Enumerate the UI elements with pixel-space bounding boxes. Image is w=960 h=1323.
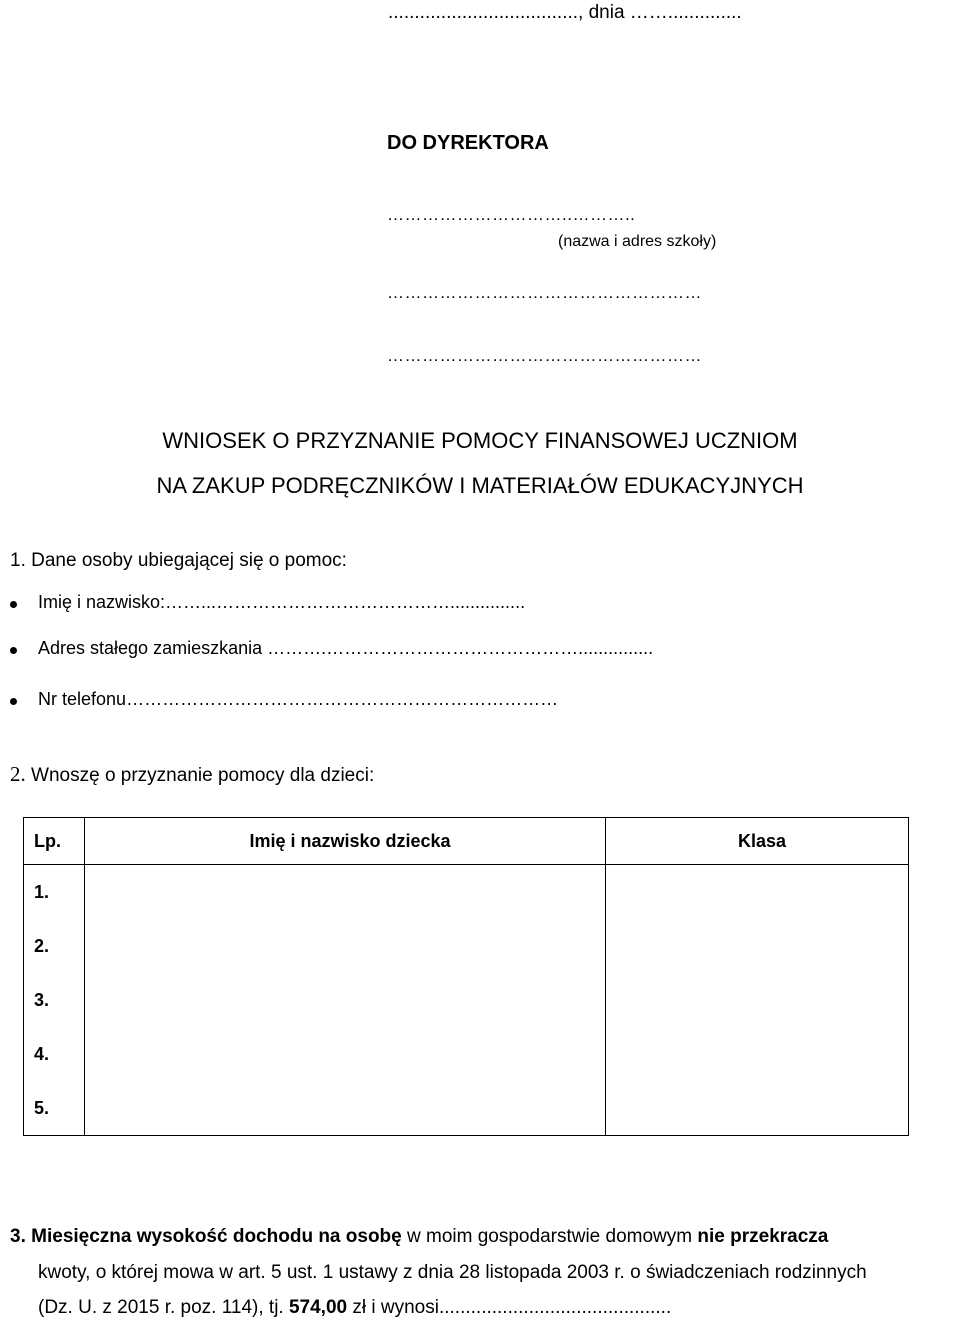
- school-hint: (nazwa i adres szkoły): [558, 233, 717, 250]
- table-row: [24, 973, 909, 1027]
- child-name-cell[interactable]: [85, 865, 606, 920]
- class-cell[interactable]: [606, 919, 909, 973]
- income-statement-line-1: [10, 1226, 828, 1248]
- child-name-cell[interactable]: [85, 919, 606, 973]
- bullet-icon: [10, 601, 17, 608]
- table-row: [24, 1027, 909, 1081]
- income-threshold: 574,00: [288, 1297, 348, 1318]
- section-1-number: 1.: [10, 550, 26, 571]
- class-cell[interactable]: [606, 865, 909, 920]
- field-label: Adres stałego zamieszkania: [38, 638, 263, 658]
- income-limit-text: nie przekracza: [697, 1226, 829, 1247]
- class-cell[interactable]: [606, 1027, 909, 1081]
- income-statement-line-2: kwoty, o której mowa w art. 5 ust. 1 ustawy z dnia 28 listopada 2003 r. o świadczeniach rodzinnych: [38, 1262, 867, 1283]
- school-address-line-1[interactable]: ………………………………………………: [387, 283, 702, 302]
- income-amount-field[interactable]: zł i wynosi............................................: [347, 1297, 672, 1318]
- child-name-cell[interactable]: [85, 973, 606, 1027]
- section-1-title: Dane osoby ubiegającej się o pomoc:: [31, 550, 347, 571]
- legal-reference: (Dz. U. z 2015 r. poz. 114), tj.: [38, 1297, 289, 1318]
- row-number: 5.: [24, 1081, 85, 1136]
- table-row: [24, 865, 909, 920]
- field-label: Imię i nazwisko:: [38, 592, 166, 612]
- field-applicant-name[interactable]: [38, 592, 525, 613]
- field-address[interactable]: [38, 638, 653, 659]
- field-label: Nr telefonu: [38, 689, 127, 709]
- children-table: [23, 817, 909, 1136]
- field-dots[interactable]: ……...…………………………………...............: [165, 592, 526, 612]
- school-address-line-2[interactable]: ………………………………………………: [387, 346, 702, 365]
- table-header-row: [24, 818, 909, 865]
- school-name-line[interactable]: …………………………..………..: [387, 205, 636, 224]
- row-number: 2.: [24, 919, 85, 973]
- income-normal-text: w moim gospodarstwie domowym: [401, 1226, 698, 1247]
- child-name-cell[interactable]: [85, 1081, 606, 1136]
- bullet-icon: [10, 698, 17, 705]
- header-lp: Lp.: [24, 818, 85, 865]
- income-bold-text: Miesięczna wysokość dochodu na osobę: [31, 1226, 402, 1247]
- table-row: [24, 1081, 909, 1136]
- row-number: 1.: [24, 865, 85, 920]
- section-1-heading: [10, 550, 347, 572]
- income-statement-line-3: [38, 1297, 671, 1319]
- section-3-number: 3.: [10, 1226, 26, 1247]
- bullet-icon: [10, 647, 17, 654]
- row-number: 3.: [24, 973, 85, 1027]
- field-dots[interactable]: ………………………………………………………………: [126, 689, 559, 709]
- header-child-name: Imię i nazwisko dziecka: [85, 818, 606, 865]
- field-phone[interactable]: [38, 689, 558, 710]
- form-title-line-1: WNIOSEK O PRZYZNANIE POMOCY FINANSOWEJ UCZNIOM: [162, 428, 798, 453]
- section-2-heading: [10, 762, 374, 787]
- section-2-number: 2.: [10, 762, 26, 786]
- class-cell[interactable]: [606, 973, 909, 1027]
- field-dots[interactable]: ……….……………………………………...............: [267, 638, 654, 658]
- row-number: 4.: [24, 1027, 85, 1081]
- child-name-cell[interactable]: [85, 1027, 606, 1081]
- recipient-title: DO DYREKTORA: [387, 132, 549, 154]
- class-cell[interactable]: [606, 1081, 909, 1136]
- form-title-line-2: NA ZAKUP PODRĘCZNIKÓW I MATERIAŁÓW EDUKACYJNYCH: [156, 473, 804, 498]
- header-class: Klasa: [606, 818, 909, 865]
- section-2-title: Wnoszę o przyznanie pomocy dla dzieci:: [31, 765, 375, 786]
- date-line: ...................................., dnia ……..............: [388, 2, 742, 23]
- table-row: [24, 919, 909, 973]
